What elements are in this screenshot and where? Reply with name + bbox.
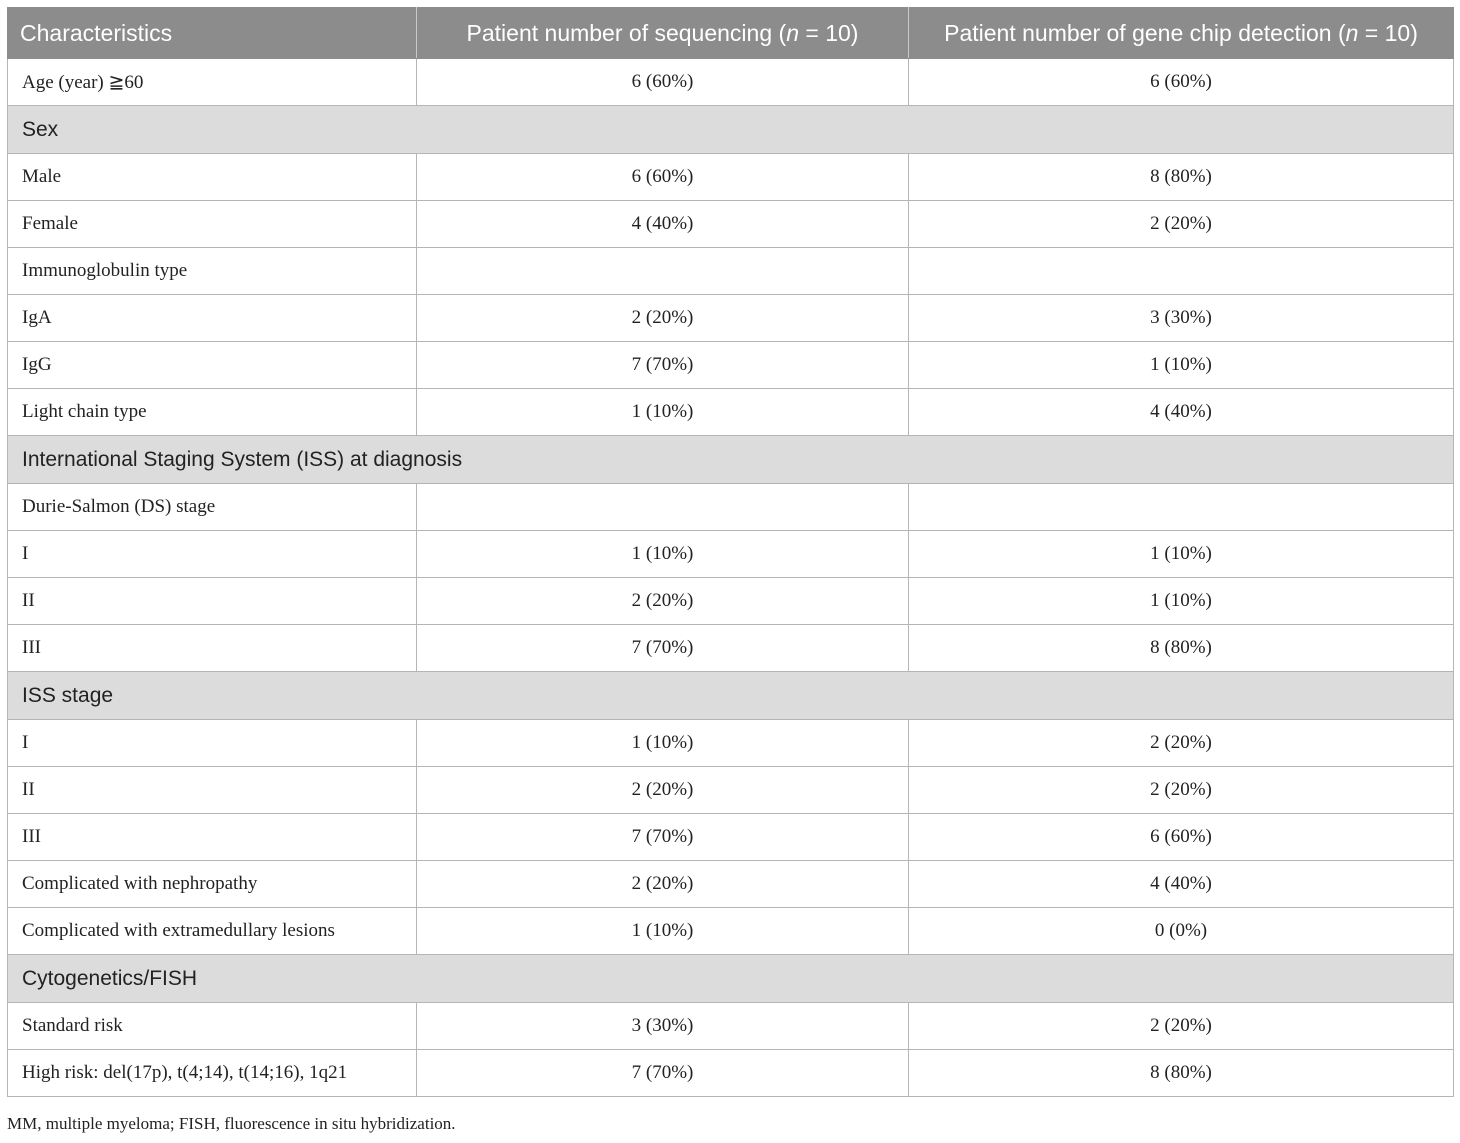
row-label: Complicated with nephropathy bbox=[8, 861, 417, 908]
gene-chip-value: 6 (60%) bbox=[909, 59, 1454, 106]
table-row bbox=[8, 154, 1454, 201]
section-label: Sex bbox=[8, 106, 1454, 154]
header-sequencing bbox=[417, 8, 909, 59]
gene-chip-value: 3 (30%) bbox=[909, 295, 1454, 342]
sequencing-value: 1 (10%) bbox=[417, 389, 909, 436]
row-label: II bbox=[8, 578, 417, 625]
table-row bbox=[8, 908, 1454, 955]
sequencing-value: 7 (70%) bbox=[417, 1050, 909, 1097]
header-gene-chip-text: Patient number of gene chip detection ( bbox=[944, 19, 1346, 46]
header-sequencing-n: n bbox=[786, 19, 799, 46]
gene-chip-value: 8 (80%) bbox=[909, 1050, 1454, 1097]
table-section-row bbox=[8, 672, 1454, 720]
header-characteristics: Characteristics bbox=[8, 8, 417, 59]
row-label: Female bbox=[8, 201, 417, 248]
table-section-row bbox=[8, 955, 1454, 1003]
gene-chip-value: 2 (20%) bbox=[909, 720, 1454, 767]
sequencing-value: 6 (60%) bbox=[417, 154, 909, 201]
table-row bbox=[8, 248, 1454, 295]
row-label: I bbox=[8, 720, 417, 767]
row-label: Complicated with extramedullary lesions bbox=[8, 908, 417, 955]
sequencing-value: 2 (20%) bbox=[417, 578, 909, 625]
sequencing-value: 7 (70%) bbox=[417, 814, 909, 861]
table-row bbox=[8, 814, 1454, 861]
table-footnote: MM, multiple myeloma; FISH, fluorescence in situ hybridization. bbox=[7, 1114, 456, 1133]
section-label: ISS stage bbox=[8, 672, 1454, 720]
gene-chip-value: 2 (20%) bbox=[909, 767, 1454, 814]
table-row bbox=[8, 201, 1454, 248]
sequencing-value: 1 (10%) bbox=[417, 908, 909, 955]
header-gene-chip-n: n bbox=[1345, 19, 1359, 46]
gene-chip-value: 4 (40%) bbox=[909, 389, 1454, 436]
sequencing-value: 2 (20%) bbox=[417, 767, 909, 814]
row-label: Durie-Salmon (DS) stage bbox=[8, 484, 417, 531]
row-label: Light chain type bbox=[8, 389, 417, 436]
sequencing-value bbox=[417, 484, 909, 531]
sequencing-value bbox=[417, 248, 909, 295]
table-row bbox=[8, 484, 1454, 531]
table-row bbox=[8, 342, 1454, 389]
row-label: III bbox=[8, 814, 417, 861]
gene-chip-value: 2 (20%) bbox=[909, 1003, 1454, 1050]
table-section-row bbox=[8, 436, 1454, 484]
header-sequencing-text: Patient number of sequencing ( bbox=[466, 19, 787, 46]
gene-chip-value: 4 (40%) bbox=[909, 861, 1454, 908]
gene-chip-value bbox=[909, 248, 1454, 295]
row-label: High risk: del(17p), t(4;14), t(14;16), 1q21 bbox=[8, 1050, 417, 1097]
sequencing-value: 2 (20%) bbox=[417, 861, 909, 908]
gene-chip-value: 1 (10%) bbox=[909, 342, 1454, 389]
gene-chip-value: 8 (80%) bbox=[909, 154, 1454, 201]
gene-chip-value: 6 (60%) bbox=[909, 814, 1454, 861]
sequencing-value: 4 (40%) bbox=[417, 201, 909, 248]
row-label: IgA bbox=[8, 295, 417, 342]
row-label: Immunoglobulin type bbox=[8, 248, 417, 295]
sequencing-value: 1 (10%) bbox=[417, 531, 909, 578]
table-row bbox=[8, 720, 1454, 767]
header-sequencing-count: = 10) bbox=[798, 19, 859, 46]
characteristics-table-container bbox=[7, 7, 1453, 1097]
table-row bbox=[8, 767, 1454, 814]
sequencing-value: 6 (60%) bbox=[417, 59, 909, 106]
table-header-row bbox=[8, 8, 1454, 59]
gene-chip-value: 2 (20%) bbox=[909, 201, 1454, 248]
sequencing-value: 3 (30%) bbox=[417, 1003, 909, 1050]
table-row bbox=[8, 861, 1454, 908]
table-row bbox=[8, 1003, 1454, 1050]
gene-chip-value: 1 (10%) bbox=[909, 578, 1454, 625]
row-label: Standard risk bbox=[8, 1003, 417, 1050]
header-gene-chip bbox=[909, 8, 1454, 59]
table-row bbox=[8, 531, 1454, 578]
gene-chip-value bbox=[909, 484, 1454, 531]
table-row bbox=[8, 578, 1454, 625]
characteristics-table bbox=[7, 7, 1454, 1097]
header-gene-chip-count: = 10) bbox=[1358, 19, 1418, 46]
row-label: III bbox=[8, 625, 417, 672]
table-row bbox=[8, 625, 1454, 672]
section-label: Cytogenetics/FISH bbox=[8, 955, 1454, 1003]
row-label: II bbox=[8, 767, 417, 814]
sequencing-value: 2 (20%) bbox=[417, 295, 909, 342]
table-section-row bbox=[8, 106, 1454, 154]
gene-chip-value: 0 (0%) bbox=[909, 908, 1454, 955]
row-label: I bbox=[8, 531, 417, 578]
table-row bbox=[8, 389, 1454, 436]
table-row bbox=[8, 295, 1454, 342]
table-row bbox=[8, 1050, 1454, 1097]
gene-chip-value: 1 (10%) bbox=[909, 531, 1454, 578]
gene-chip-value: 8 (80%) bbox=[909, 625, 1454, 672]
section-label: International Staging System (ISS) at diagnosis bbox=[8, 436, 1454, 484]
table-row bbox=[8, 59, 1454, 106]
sequencing-value: 7 (70%) bbox=[417, 342, 909, 389]
row-label: Male bbox=[8, 154, 417, 201]
sequencing-value: 1 (10%) bbox=[417, 720, 909, 767]
row-label: Age (year) ≧60 bbox=[8, 59, 417, 106]
table-body bbox=[8, 59, 1454, 1097]
row-label: IgG bbox=[8, 342, 417, 389]
sequencing-value: 7 (70%) bbox=[417, 625, 909, 672]
